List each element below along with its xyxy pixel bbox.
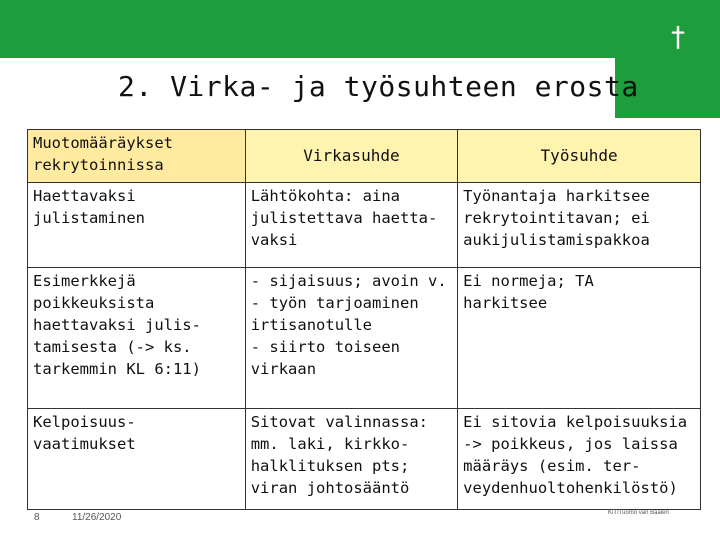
cell-line: julistettava haetta- [250, 209, 438, 227]
header-cell-virkasuhde: Virkasuhde [245, 130, 457, 183]
cell-line: halklituksen pts; [250, 457, 410, 475]
cell-line: virkaan [250, 360, 317, 378]
table-row [28, 409, 701, 510]
header-cell-tyosuhde: Työsuhde [458, 130, 701, 183]
slide-date: 11/26/2020 [72, 512, 122, 523]
cell-line: Ei sitovia kelpoisuuksia [463, 413, 688, 431]
tyosuhde-cell [458, 183, 701, 268]
table-row [28, 183, 701, 268]
virkasuhde-cell [245, 268, 457, 409]
cell-line: Kelpoisuus- [33, 413, 136, 431]
cross-icon: † [671, 20, 685, 53]
row-label-cell [28, 268, 246, 409]
cell-line: Muotomääräykset [33, 134, 173, 152]
cell-line: rekrytointitavan; ei [463, 209, 650, 227]
cell-line: aukijulistamispakkoa [463, 231, 650, 249]
cell-line: haettavaksi julis- [33, 316, 201, 334]
header-cell-criteria [28, 130, 246, 183]
cell-line: veydenhuoltohenkilöstö) [463, 479, 678, 497]
row-label-cell [28, 183, 246, 268]
page-number: 8 [34, 512, 40, 523]
cell-line: Lähtökohta: aina [250, 187, 401, 205]
cell-line: vaksi [250, 231, 298, 249]
cell-line: määräys (esim. ter- [463, 457, 641, 475]
cell-line: poikkeuksista [33, 294, 155, 312]
cell-line: tarkemmin KL 6:11) [33, 360, 201, 378]
cell-line: harkitsee [463, 294, 548, 312]
cell-line: - siirto toiseen [250, 338, 401, 356]
cell-line: - sijaisuus; avoin v. [250, 272, 447, 290]
slide-title: 2. Virka- ja työsuhteen erosta [118, 70, 639, 103]
cell-line: Haettavaksi [33, 187, 136, 205]
cell-line: Esimerkkejä [33, 272, 136, 290]
cell-line: vaatimukset [33, 435, 136, 453]
virkasuhde-cell [245, 183, 457, 268]
cell-line: Ei normeja; TA [463, 272, 594, 290]
table-header-row [28, 130, 701, 183]
cell-line: irtisanotulle [250, 316, 373, 334]
tyosuhde-cell [458, 268, 701, 409]
cell-line: mm. laki, kirkko- [250, 435, 410, 453]
comparison-table [27, 129, 701, 510]
cell-line: -> poikkeus, jos laissa [463, 435, 678, 453]
cell-line: Sitovat valinnassa: [250, 413, 429, 431]
table-row [28, 268, 701, 409]
row-label-cell [28, 409, 246, 510]
cell-line: - työn tarjoaminen [250, 294, 419, 312]
cell-line: Työnantaja harkitsee [463, 187, 650, 205]
tyosuhde-cell [458, 409, 701, 510]
author-credit: KiT/Tuomo van Baalen [608, 510, 669, 516]
cell-line: tamisesta (-> ks. [33, 338, 192, 356]
cell-line: rekrytoinnissa [33, 156, 164, 174]
cell-line: julistaminen [33, 209, 145, 227]
virkasuhde-cell [245, 409, 457, 510]
cell-line: viran johtosääntö [250, 479, 410, 497]
